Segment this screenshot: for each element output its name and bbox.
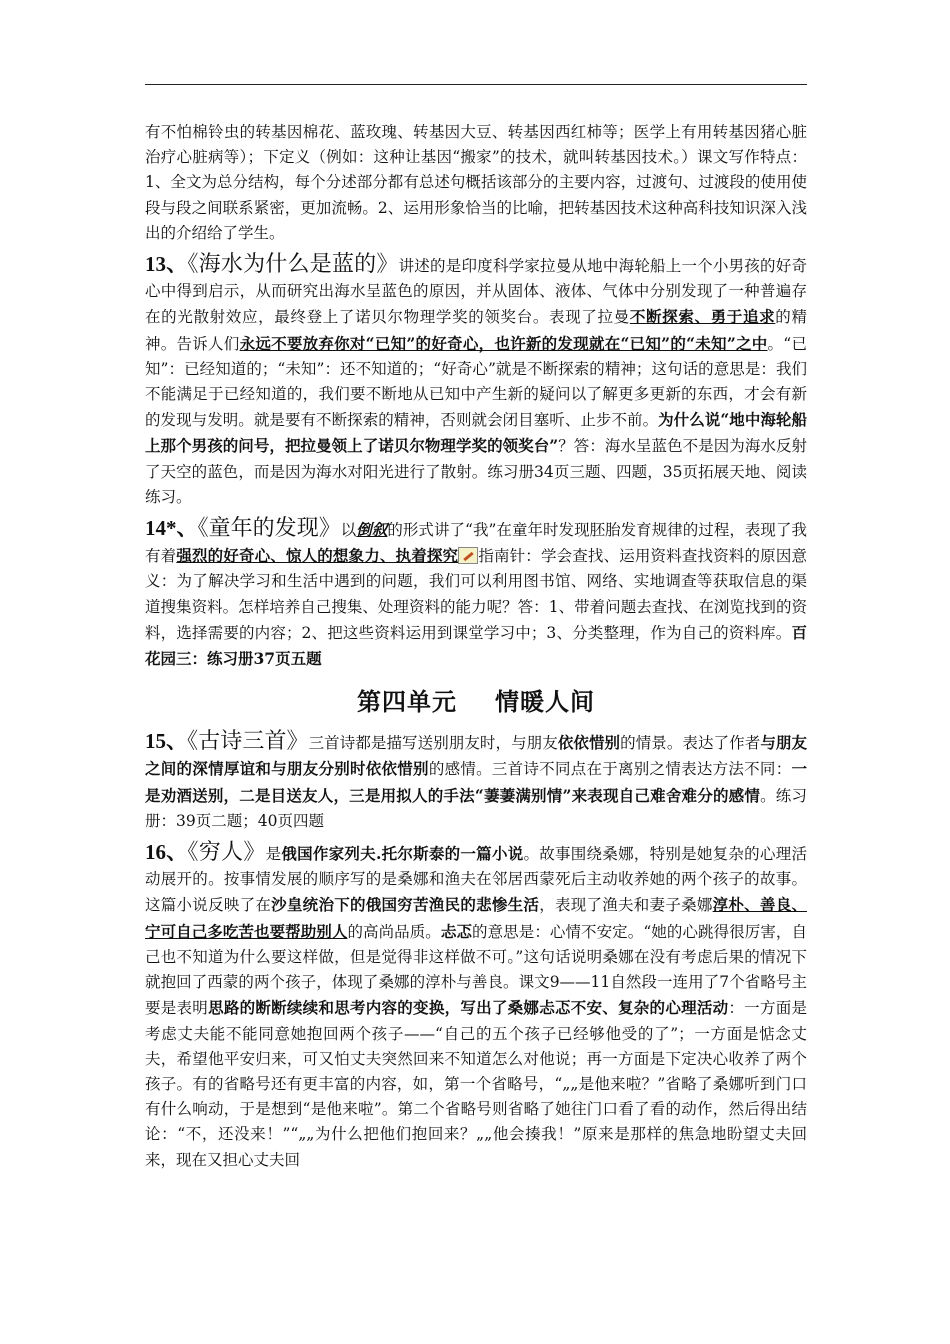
- bold-text: 一是劝酒送别，二是目送友人，三是用拟人的手法“萋萋满别情”来表现自己难舍难分的感情: [145, 759, 807, 805]
- section-number: 16、: [145, 840, 188, 865]
- section-number: 13、: [145, 252, 188, 277]
- text: 讲述的是印度科学家拉曼从地中海轮船上一个小男孩的好奇心中得到启示，从而研究出海水呈蓝色的原因，并从固体、液体、气体中分别发现了一种普遍存在的光散射效应，最终登上了诺贝尔物理学奖的领奖台。表现了拉曼: [145, 257, 807, 327]
- text: 的高尚品质。: [347, 922, 441, 941]
- bold-text: 俄国作家列夫.托尔斯泰的一篇小说: [281, 844, 524, 864]
- bold-text: 忐忑: [440, 921, 473, 941]
- bold-text: 为什么说“地中海轮船上那个男孩的问号，把拉曼领上了诺贝尔物理学奖的领奖台”: [145, 410, 807, 456]
- bold-text: 百花园三：练习册37页五题: [145, 622, 807, 669]
- text: 的意思是：心情不安定。“她的心跳得很厉害，自己也不知道为什么要这样做，但是觉得非这样做不可。”这句话说明桑娜在没有考虑后果的情况下就抱回了西蒙的两个孩子，体现了桑娜的淳朴与善良。课文9——11自然段一连用了7个省略号主要是表明: [145, 922, 807, 1018]
- underlined-text: 淳朴、善良、宁可自己多吃苦也要帮助别人: [145, 895, 807, 941]
- section-14: [145, 516, 807, 672]
- section-title: 《童年的发现》: [197, 516, 341, 542]
- bold-text: 与朋友之间的深情厚谊和与朋友分别时依依惜别: [145, 733, 807, 779]
- text: 的感情。三首诗不同点在于离别之情表达方法不同：: [428, 760, 792, 779]
- unit-title: 情暖人间: [495, 688, 595, 717]
- paragraph-continued: [145, 120, 807, 246]
- text: 的情景。表达了作者: [620, 734, 761, 753]
- pencil-note-icon[interactable]: [458, 547, 478, 564]
- text: 。“已知”：已经知道的；“未知”：还不知道的；“好奇心”就是不断探索的精神；这句话的意思是：我们不能满足于已经知道的，我们要不断地从已知中产生新的疑问以了解更多更新的东西，才会有新的发现与发明。就是要有不断探索的精神，否则就会闭目塞听、止步不前。: [145, 334, 807, 430]
- section-16: [145, 840, 807, 1173]
- section-13: [145, 252, 807, 510]
- text: 。故事围绕桑娜，特别是她复杂的心理活动展开的。按事情发展的顺序写的是桑娜和渔夫在邻居西蒙死后主动收养她的两个孩子的故事。这篇小说反映了在: [145, 845, 807, 915]
- underlined-text: 永远不要放弃你对“已知”的好奇心，也许新的发现就在“已知”的“未知”之中: [239, 333, 768, 353]
- unit-number: 第四单元: [357, 688, 457, 717]
- bold-text: 沙皇统治下的俄国穷苦渔民的悲惨生活: [271, 895, 540, 915]
- text: ？答：海水呈蓝色不是因为海水反射了天空的蓝色，而是因为海水对阳光进行了散射。练习册34页三题、四题，35页拓展天地、阅读练习。: [145, 437, 807, 506]
- section-title: 《古诗三首》: [187, 729, 309, 755]
- paragraph-text: 有不怕棉铃虫的转基因棉花、蓝玫瑰、转基因大豆、转基因西红柿等；医学上有用转基因猪心脏治疗心脏病等）；下定义（例如：这种让基因“搬家”的技术，就叫转基因技术。）课文写作特点：1、全文为总分结构，每个分述部分都有总述句概括该部分的主要内容，过渡句、过渡段的使用使段与段之间联系紧密，更加流畅。2、运用形象恰当的比喻，把转基因技术这种高科技知识深入浅出的介绍给了学生。: [145, 123, 807, 242]
- section-15: [145, 729, 807, 834]
- text: 的精神。告诉人们: [145, 308, 807, 353]
- bold-text: 思路的断断续续和思考内容的变换，写出了桑娜忐忑不安、复杂的心理活动: [208, 998, 729, 1018]
- section-title: 《海水为什么是蓝的》: [187, 252, 399, 278]
- header-rule: [145, 84, 807, 85]
- text: ，表现了渔夫和妻子桑娜: [539, 896, 713, 915]
- document-body: [145, 120, 807, 1179]
- text: 指南针：学会查找、运用资料查找资料的原因意义：为了解决学习和生活中遇到的问题，我们可以利用图书馆、网络、实地调查等获取信息的渠道搜集资料。怎样培养自己搜集、处理资料的能力呢？答：1、带着问题去查找、在浏览找到的资料，选择需要的内容；2、把这些资料运用到课堂学习中；3、分类整理，作为自己的资料库。: [145, 547, 807, 642]
- underlined-text: 不断探索、勇于追求: [629, 307, 776, 327]
- bold-text: 依依惜别: [557, 733, 621, 753]
- text: 的形式讲了“我”在童年时发现胚胎发育规律的过程，表现了我有着: [145, 521, 807, 566]
- section-number: 15、: [145, 729, 188, 754]
- text: ：一方面是考虑丈夫能不能同意她抱回两个孩子——“自己的五个孩子已经够他受的了”；一方面是惦念丈夫，希望他平安归来，可又怕丈夫突然回来不知道怎么对他说；再一方面是下定决心收养了两个孩子。有的省略号还有更丰富的内容，如，第一个省略号，“„„是他来啦？”省略了桑娜听到门口有什么响动，于是想到“是他来啦”。第二个省略号则省略了她往门口看了看的动作，然后得出结论：“不，还没来！”“„„为什么把他们抱回来？„„他会揍我！”原来是那样的焦急地盼望丈夫回来，现在又担心丈夫回: [145, 999, 807, 1169]
- text: 。练习册：39页二题；40页四题: [145, 786, 807, 830]
- section-number: 14*、: [145, 516, 198, 541]
- underlined-text: 强烈的好奇心、惊人的想象力、执着探究: [176, 546, 459, 566]
- text: 以: [340, 521, 357, 540]
- unit-heading: [145, 682, 807, 717]
- text: 是: [265, 845, 282, 864]
- section-title: 《穷人》: [187, 840, 266, 866]
- text: 三首诗都是描写送别朋友时，与朋友: [308, 734, 558, 753]
- underlined-italic-text: 倒叙: [356, 520, 388, 540]
